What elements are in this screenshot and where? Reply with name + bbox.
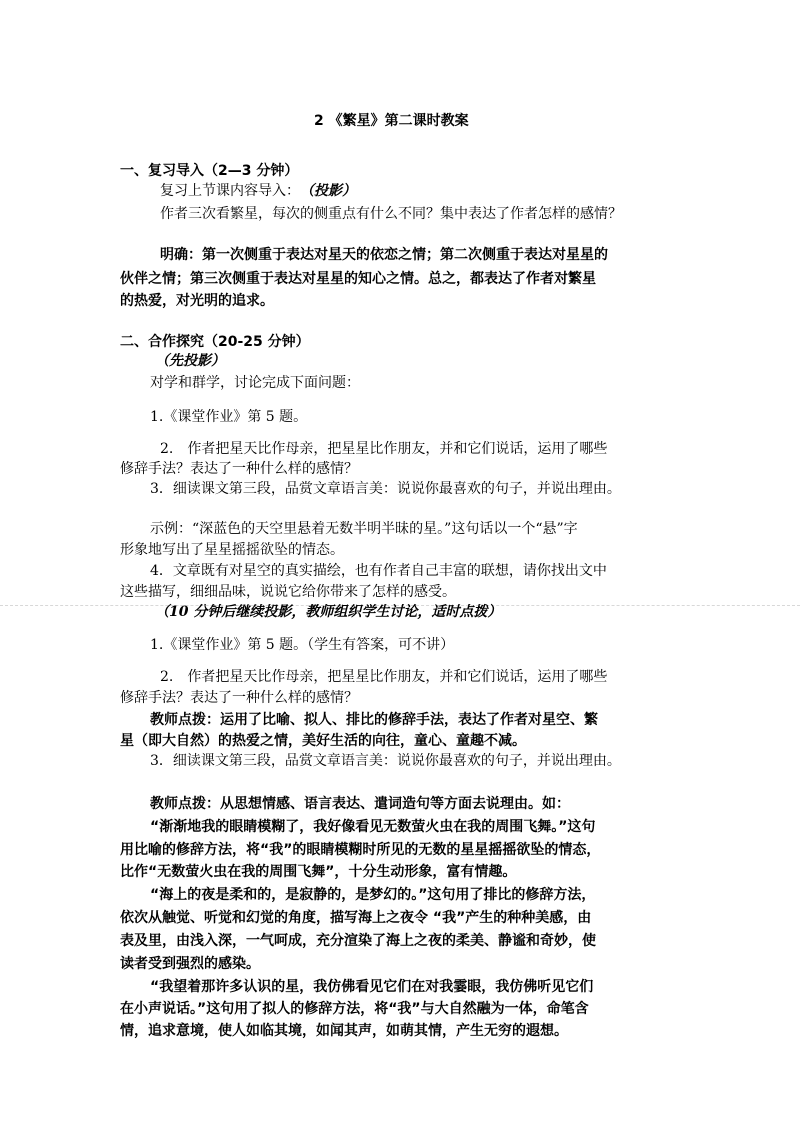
- answer-3-guidance: 表及里，由浅入深，一气呵成，充分渲染了海上之夜的柔美、静谧和奇妙，使: [120, 933, 596, 949]
- answer-3-guidance: 比作“无数萤火虫在我的周围飞舞”，十分生动形象，富有情趣。: [120, 864, 517, 880]
- answer-3-question: 3．细读课文第三段，品赏文章语言美：说说你最喜欢的句子，并说出理由。: [150, 753, 621, 769]
- question-1: 1.《课堂作业》第 5 题。: [150, 409, 308, 425]
- answer-3-guidance: 依次从触觉、听觉和幻觉的角度，描写海上之夜令 “我”产生的种种美感，由: [120, 910, 592, 926]
- section2-instruction: 对学和群学，讨论完成下面问题：: [150, 375, 360, 391]
- section2-note1: （先投影）: [155, 353, 225, 369]
- intro-note: （投影）: [300, 183, 356, 199]
- question-2: 2. 作者把星天比作母亲，把星星比作朋友，并和它们说话，运用了哪些: [160, 441, 608, 457]
- intro-text: 复习上节课内容导入：: [160, 183, 300, 199]
- example-line: 形象地写出了星星摇摇欲坠的情态。: [120, 542, 344, 558]
- question-2: 修辞手法？表达了一种什么样的感情？: [120, 461, 358, 477]
- answer-2-guidance: 星（即大自然）的热爱之情，美好生活的向往，童心、童趣不减。: [120, 733, 526, 749]
- example-line: 示例：“深蓝色的天空里悬着无数半明半昧的星。”这句话以一个“悬”字: [150, 521, 578, 537]
- answer-line: 的热爱，对光明的追求。: [120, 293, 274, 309]
- answer-line: 明确：第一次侧重于表达对星天的依恋之情；第二次侧重于表达对星星的: [160, 247, 608, 263]
- section1-intro: [160, 182, 356, 200]
- page-title: 2 《繁星》第二课时教案: [314, 113, 469, 129]
- question-4: 这些描写，细细品味，说说它给你带来了怎样的感受。: [120, 584, 456, 600]
- section1-question: 作者三次看繁星，每次的侧重点有什么不同？集中表达了作者怎样的感情？: [160, 206, 622, 222]
- answer-2-guidance: 教师点拨：运用了比喻、拟人、排比的修辞手法，表达了作者对星空、繁: [150, 712, 598, 728]
- section2-heading: 二、合作探究（20-25 分钟）: [120, 334, 310, 350]
- section2-note2: （10 分钟后继续投影，教师组织学生讨论，适时点拨）: [155, 604, 502, 620]
- answer-2-question: 2. 作者把星天比作母亲，把星星比作朋友，并和它们说话，运用了哪些: [160, 669, 608, 685]
- answer-3-guidance: 用比喻的修辞方法，将“我”的眼睛模糊时所见的无数的星星摇摇欲坠的情态，: [120, 842, 601, 858]
- answer-1: 1.《课堂作业》第 5 题。（学生有答案，可不讲）: [150, 637, 455, 653]
- answer-3-guidance: 在小声说话。”这句用了拟人的修辞方法，将“我”与大自然融为一体，命笔含: [120, 1001, 589, 1017]
- answer-line: 伙伴之情；第三次侧重于表达对星星的知心之情。总之，都表达了作者对繁星: [120, 271, 596, 287]
- answer-3-guidance: 读者受到强烈的感染。: [120, 956, 260, 972]
- answer-3-guidance: “海上的夜是柔和的，是寂静的，是梦幻的。”这句用了排比的修辞方法，: [150, 887, 596, 903]
- question-4: 4．文章既有对星空的真实描绘，也有作者自己丰富的联想，请你找出文中: [150, 563, 607, 579]
- question-3: 3．细读课文第三段，品赏文章语言美：说说你最喜欢的句子，并说出理由。: [150, 481, 621, 497]
- answer-2-question: 修辞手法？表达了一种什么样的感情？: [120, 690, 358, 706]
- answer-3-guidance: “渐渐地我的眼睛模糊了，我好像看见无数萤火虫在我的周围飞舞。”这句: [150, 819, 596, 835]
- section1-heading: 一、复习导入（2—3 分钟）: [120, 163, 299, 179]
- answer-3-guidance: 教师点拨：从思想情感、语言表达、遣词造句等方面去说理由。如：: [150, 796, 570, 812]
- answer-3-guidance: “我望着那许多认识的星，我仿佛看见它们在对我霎眼，我仿佛听见它们: [150, 979, 594, 995]
- answer-3-guidance: 情，追求意境，使人如临其境，如闻其声，如萌其情，产生无穷的遐想。: [120, 1023, 568, 1039]
